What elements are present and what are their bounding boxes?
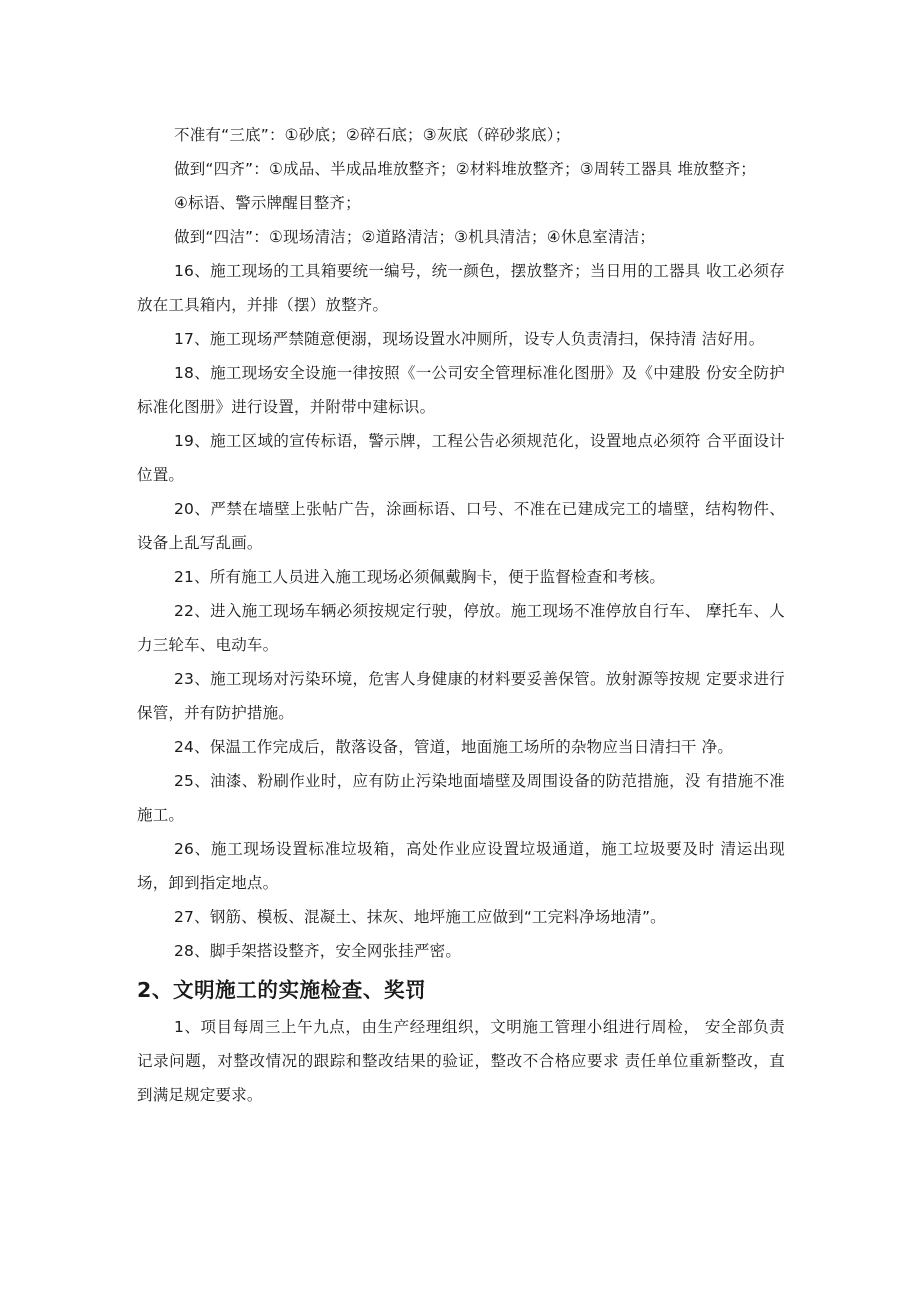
paragraph-item-24: 24、保温工作完成后，散落设备，管道，地面施工场所的杂物应当日清扫干 净。 xyxy=(174,738,734,756)
paragraph-item-22: 22、进入施工现场车辆必须按规定行驶，停放。施工现场不准停放自行车、 摩托车、人力三轮车、电动车。 xyxy=(137,602,785,654)
paragraph-item-27: 27、钢筋、模板、混凝土、抹灰、地坪施工应做到“工完料净场地清”。 xyxy=(174,908,666,926)
paragraph-inspection-1: 1、项目每周三上午九点，由生产经理组织，文明施工管理小组进行周检， 安全部负责记录问题，对整改情况的跟踪和整改结果的验证，整改不合格应要求 责任单位重新整改，直到满足规定要求。 xyxy=(137,1018,785,1104)
paragraph-item-19: 19、施工区域的宣传标语，警示牌，工程公告必须规范化，设置地点必须符 合平面设计位置。 xyxy=(137,432,785,484)
paragraph-item-26: 26、施工现场设置标准垃圾箱，高处作业应设置垃圾通道，施工垃圾要及时 清运出现场，卸到指定地点。 xyxy=(137,840,785,892)
section-heading: 2、文明施工的实施检查、奖罚 xyxy=(137,978,427,1002)
paragraph-four-clean: 做到“四洁”：①现场清洁；②道路清洁；③机具清洁；④休息室清洁； xyxy=(174,228,656,246)
paragraph-item-25: 25、油漆、粉刷作业时，应有防止污染地面墙壁及周围设备的防范措施，没 有措施不准施工。 xyxy=(137,772,785,824)
paragraph-item-28: 28、脚手架搭设整齐，安全网张挂严密。 xyxy=(174,942,462,960)
paragraph-item-21: 21、所有施工人员进入施工现场必须佩戴胸卡，便于监督检查和考核。 xyxy=(174,568,666,586)
paragraph-three-bottoms: 不准有“三底”：①砂底；②碎石底；③灰底（碎砂浆底）； xyxy=(174,126,571,144)
paragraph-item-17: 17、施工现场严禁随意便溺，现场设置水冲厕所，设专人负责清扫，保持清 洁好用。 xyxy=(174,330,765,348)
document-body xyxy=(137,118,785,1112)
paragraph-item-20: 20、严禁在墙壁上张帖广告，涂画标语、口号、不准在已建成完工的墙壁，结构物件、设备上乱写乱画。 xyxy=(137,500,785,552)
paragraph-four-tidy: 做到“四齐”：①成品、半成品堆放整齐；②材料堆放整齐；③周转工器具 堆放整齐； xyxy=(174,160,756,178)
paragraph-item-18: 18、施工现场安全设施一律按照《一公司安全管理标准化图册》及《中建股 份安全防护标准化图册》进行设置，并附带中建标识。 xyxy=(137,364,785,416)
paragraph-item-23: 23、施工现场对污染环境，危害人身健康的材料要妥善保管。放射源等按规 定要求进行保管，并有防护措施。 xyxy=(137,670,785,722)
paragraph-item-16: 16、施工现场的工具箱要统一编号，统一颜色，摆放整齐；当日用的工器具 收工必须存放在工具箱内，并排（摆）放整齐。 xyxy=(137,262,785,314)
paragraph-signs-tidy: ④标语、警示牌醒目整齐； xyxy=(174,194,361,212)
